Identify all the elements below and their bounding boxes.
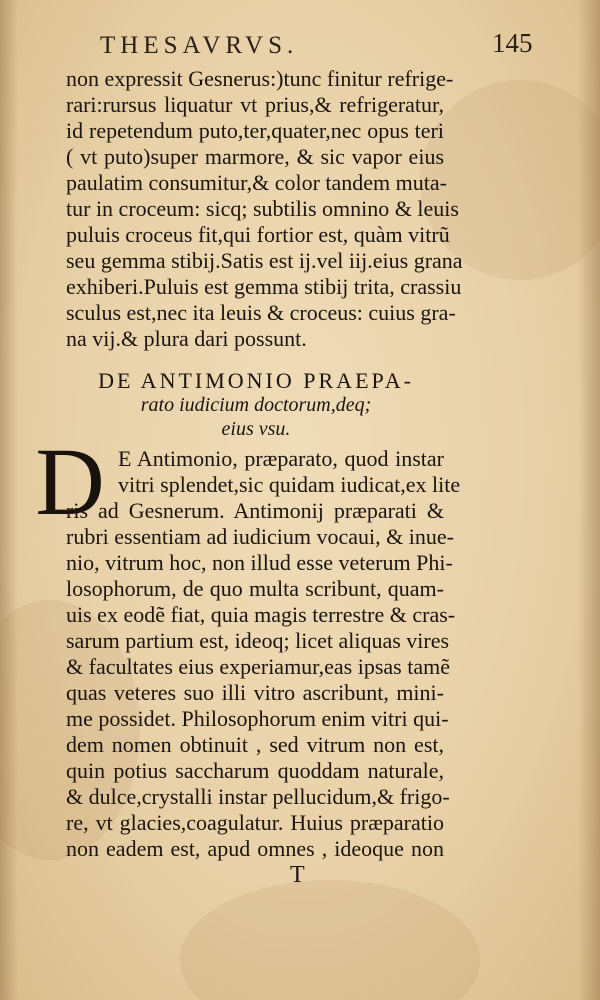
text-line: tur in croceum: sicq; subtilis omnino & leuis xyxy=(66,196,459,221)
text-line: uis ex eodẽ fiat, quia magis terrestre & cras- xyxy=(66,602,456,627)
text-line: non expressit Gesnerus:)tunc finitur refrige- xyxy=(66,66,454,91)
text-line: me possidet. Philosophorum enim vitri qui- xyxy=(66,706,449,731)
signature-mark: T xyxy=(290,862,305,888)
paper-stain xyxy=(180,880,480,1000)
section-subheading: eius vsu. xyxy=(221,418,291,440)
text-line: seu gemma stibij.Satis est ij.vel iij.eius grana xyxy=(66,248,463,273)
text-line: rubri essentiam ad iudicium vocaui, & inue- xyxy=(66,524,454,549)
text-line: losophorum, de quo multa scribunt, quam- xyxy=(66,576,444,601)
text-line: ris ad Gesnerum. Antimonij præparati & xyxy=(66,498,444,523)
text-line: rari:rursus liquatur vt prius,& refrigeratur, xyxy=(66,92,444,117)
section-subheading: rato iudicium doctorum,deq; xyxy=(140,394,372,416)
right-edge-shadow xyxy=(578,0,600,1000)
text-line: paulatim consumitur,& color tandem muta- xyxy=(66,170,447,195)
text-line: dem nomen obtinuit , sed vitrum non est, xyxy=(66,732,444,757)
text-line: quas veteres suo illi vitro ascribunt, mini- xyxy=(66,680,444,705)
text-line: ( vt puto)super marmore, & sic vapor eius xyxy=(66,144,444,169)
text-line: E Antimonio, præparato, quod instar xyxy=(118,446,444,471)
text-line: & dulce,crystalli instar pellucidum,& frigo- xyxy=(66,784,450,809)
drop-cap: D xyxy=(35,428,105,535)
text-line: sculus est,nec ita leuis & croceus: cuius gra- xyxy=(66,300,456,325)
text-line: vitri splendet,sic quidam iudicat,ex lite xyxy=(118,472,461,497)
text-line: exhiberi.Puluis est gemma stibij trita, crassiu xyxy=(66,274,462,299)
text-line: non eadem est, apud omnes , ideoque non xyxy=(66,836,444,861)
text-line: na vij.& plura dari possunt. xyxy=(66,326,307,351)
text-line: & facultates eius experiamur,eas ipsas tamẽ xyxy=(66,654,450,679)
text-line: re, vt glacies,coagulatur. Huius præparatio xyxy=(66,810,444,835)
text-line: sarum partium est, ideoq; licet aliquas vires xyxy=(66,628,450,653)
text-line: nio, vitrum hoc, non illud esse veterum Phi- xyxy=(66,550,453,575)
section-heading: DE ANTIMONIO PRAEPA- xyxy=(98,368,414,393)
left-edge-shadow xyxy=(0,0,18,1000)
page-number: 145 xyxy=(492,28,533,58)
text-line: quin potius saccharum quoddam naturale, xyxy=(66,758,444,783)
running-title: THESAVRVS. xyxy=(100,32,299,59)
text-line: puluis croceus fit,qui fortior est, quàm vitrũ xyxy=(66,222,450,247)
text-line: id repetendum puto,ter,quater,nec opus teri xyxy=(66,118,444,143)
